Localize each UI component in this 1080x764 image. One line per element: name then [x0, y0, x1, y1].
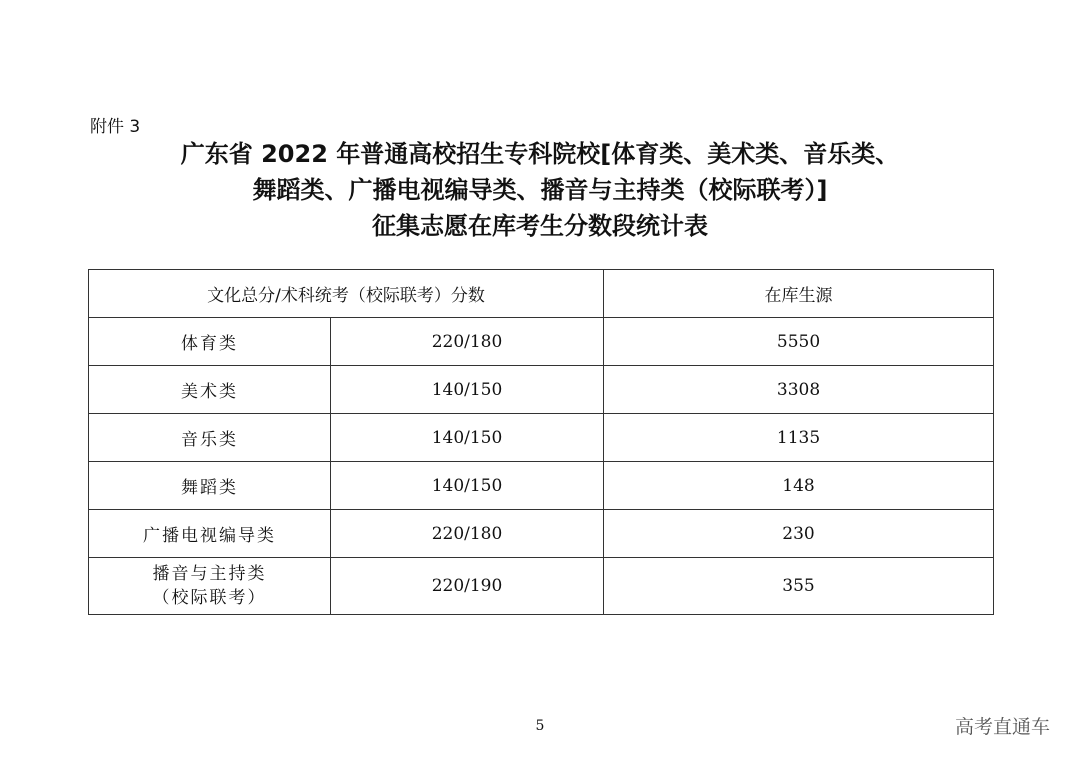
- score-cell: 140/150: [331, 414, 604, 462]
- watermark-text: 高考直通车: [954, 716, 1050, 738]
- document-title: [0, 136, 1080, 244]
- table-row: [89, 510, 994, 558]
- score-cell: 220/180: [331, 510, 604, 558]
- score-cell: 220/180: [331, 318, 604, 366]
- title-line-2: 舞蹈类、广播电视编导类、播音与主持类（校际联考）]: [252, 176, 828, 204]
- category-line-2: （校际联考）: [152, 588, 267, 608]
- table-row: [89, 318, 994, 366]
- title-line-1: 广东省 2022 年普通高校招生专科院校[体育类、美术类、音乐类、: [180, 140, 900, 168]
- category-cell: 广播电视编导类: [89, 510, 331, 558]
- table-row: [89, 414, 994, 462]
- page-number: 5: [535, 718, 545, 734]
- score-cell: 140/150: [331, 462, 604, 510]
- attachment-label: 附件 3: [90, 117, 141, 137]
- count-cell: 3308: [604, 366, 994, 414]
- header-score: 文化总分/术科统考（校际联考）分数: [89, 270, 604, 318]
- score-statistics-table: [88, 269, 994, 615]
- count-cell: 5550: [604, 318, 994, 366]
- table-header-row: [89, 270, 994, 318]
- table-row: [89, 558, 994, 615]
- category-line-1: 播音与主持类: [152, 564, 267, 584]
- score-cell: 220/190: [331, 558, 604, 615]
- category-cell: 舞蹈类: [89, 462, 331, 510]
- header-pool: 在库生源: [604, 270, 994, 318]
- count-cell: 1135: [604, 414, 994, 462]
- category-cell: 体育类: [89, 318, 331, 366]
- count-cell: 355: [604, 558, 994, 615]
- table-row: [89, 366, 994, 414]
- count-cell: 230: [604, 510, 994, 558]
- title-line-3: 征集志愿在库考生分数段统计表: [372, 212, 708, 240]
- category-cell: [89, 558, 331, 615]
- category-cell: 美术类: [89, 366, 331, 414]
- score-cell: 140/150: [331, 366, 604, 414]
- category-cell: 音乐类: [89, 414, 331, 462]
- count-cell: 148: [604, 462, 994, 510]
- table-row: [89, 462, 994, 510]
